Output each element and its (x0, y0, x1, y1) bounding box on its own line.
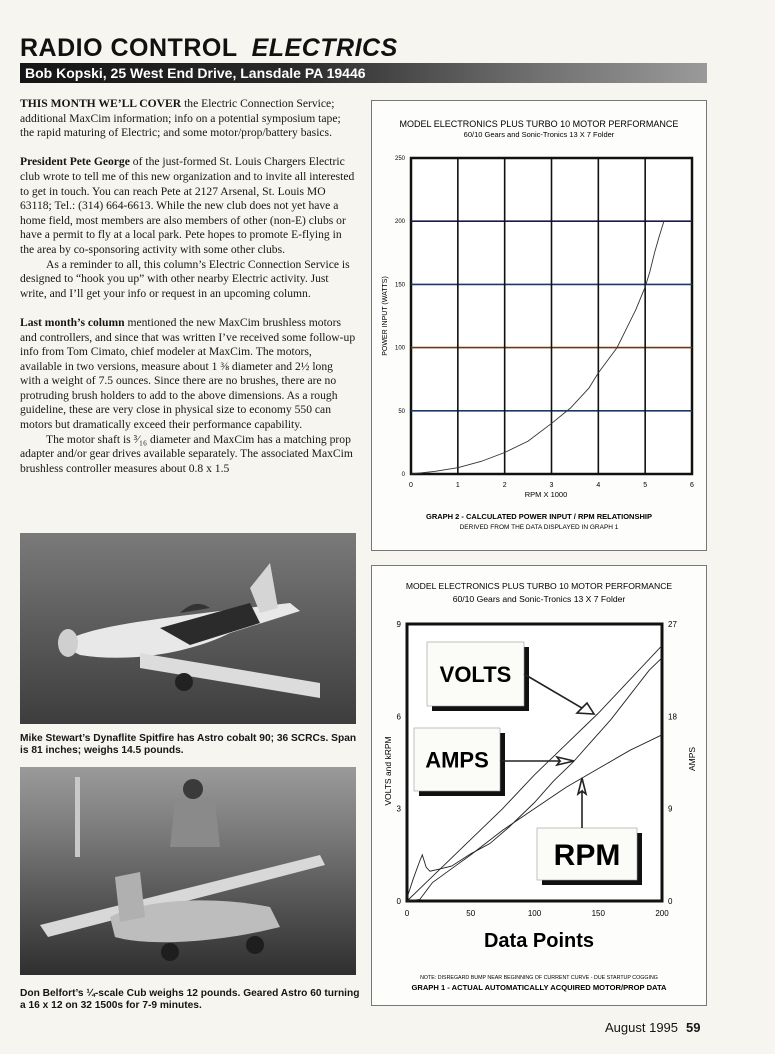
chart-title: MODEL ELECTRONICS PLUS TURBO 10 MOTOR PERFORMANCE (405, 581, 673, 591)
y-tick-label: 250 (394, 156, 405, 162)
lead-in: President Pete George (20, 155, 130, 169)
spitfire-photo (20, 533, 356, 724)
paragraph (20, 316, 356, 433)
y2-tick-label: 0 (668, 897, 673, 906)
paragraph (20, 97, 356, 141)
paragraph-text: the Electric Connection Service; additional MaxCim information; info on a potential symposium tape; the rapid maturing of Electric; and some motor/prop/battery basics. (20, 97, 341, 140)
y-tick-label: 150 (394, 282, 405, 289)
x-axis-label: RPM X 1000 (524, 490, 568, 499)
x-tick-label: 2 (502, 482, 507, 489)
y-tick-label: 200 (394, 219, 405, 226)
photo-caption: Don Belfort’s ¼-scale Cub weighs 12 pounds. Geared Astro 60 turning a 16 x 12 on 32 1500s for 7-9 minutes. (20, 988, 360, 1011)
x-tick-label: 0 (409, 482, 413, 489)
paragraph: As a reminder to all, this column’s Electric Connection Service is designed to “hook you up” with other nearby Electric activity. Just write, and I’ll get your info or request in an upcoming column. (20, 257, 350, 300)
x-tick-label: 6 (690, 482, 694, 489)
title-main: RADIO CONTROL (20, 34, 238, 62)
y-tick-label: 0 (396, 897, 401, 906)
chart-subtitle: 60/10 Gears and Sonic-Tronics 13 X 7 Folder (452, 594, 626, 604)
chart-caption: GRAPH 2 - CALCULATED POWER INPUT / RPM RELATIONSHIP (426, 512, 652, 521)
paragraph-text: mentioned the new MaxCim brushless motors and controllers, and since that was written I’ve received some follow-up info from Tom Cimato, chief modeler at MaxCim. The motors, available in two versions, measure about 1 ⅜ diameter and 2½ long with a weight of 7.5 ounces. Since there are no brushes, there are no protruding brush holders to add to the above dimensions. As a rough guideline, these are very close in physical size to economy 550 can motors but dramatically exceed their performance capability. (20, 315, 356, 432)
chart-note: NOTE: DISREGARD BUMP NEAR BEGINNING OF CURRENT CURVE - DUE STARTUP COGGING (420, 975, 658, 981)
x-tick-label: 150 (591, 909, 605, 918)
cub-photo (20, 767, 356, 975)
y2-tick-label: 18 (668, 712, 677, 722)
paragraph (20, 155, 356, 257)
y-tick-label: 3 (396, 804, 401, 814)
byline: Bob Kopski, 25 West End Drive, Lansdale PA 19446 (25, 65, 366, 81)
x-tick-label: 1 (455, 482, 460, 489)
article-column (20, 97, 356, 476)
x-axis-label: Data Points (483, 930, 595, 952)
graph-power-rpm (371, 100, 707, 551)
x-tick-label: 4 (596, 482, 601, 489)
graph-motor-data (371, 565, 707, 1006)
chart-caption: GRAPH 1 - ACTUAL AUTOMATICALLY ACQUIRED MOTOR/PROP DATA (411, 983, 667, 992)
chart-subtitle: 60/10 Gears and Sonic-Tronics 13 X 7 Folder (463, 130, 615, 139)
y-tick-label: 0 (401, 472, 405, 478)
power-rpm-chart (372, 101, 706, 550)
airplane-image (20, 533, 356, 724)
page-number: 59 (686, 1020, 701, 1035)
lead-in: THIS MONTH WE’LL COVER (20, 97, 182, 110)
column-title (20, 34, 398, 63)
y-axis-label: VOLTS and kRPM (383, 736, 393, 806)
issue-date: August 1995 (605, 1020, 679, 1035)
y2-tick-label: 27 (668, 620, 677, 629)
callout-label-rpm: RPM (553, 838, 621, 872)
title-emphasis: ELECTRICS (251, 34, 398, 62)
callout-label-amps: AMPS (425, 747, 489, 773)
y2-axis-label: AMPS (687, 746, 697, 772)
y-tick-label: 6 (396, 712, 401, 722)
byline-bar (20, 63, 707, 83)
photo-caption: Mike Stewart’s Dynaflite Spitfire has Astro cobalt 90; 36 SCRCs. Span is 81 inches; weighs 14.5 pounds. (20, 733, 357, 756)
x-tick-label: 50 (466, 909, 476, 918)
x-tick-label: 5 (643, 482, 648, 489)
y-tick-label: 9 (396, 620, 401, 629)
x-tick-label: 200 (655, 909, 669, 918)
airplane-image (20, 767, 356, 975)
x-tick-label: 100 (527, 909, 542, 918)
chart-caption-sub: DERIVED FROM THE DATA DISPLAYED IN GRAPH 1 (459, 524, 619, 531)
chart-title: MODEL ELECTRONICS PLUS TURBO 10 MOTOR PERFORMANCE (399, 119, 679, 129)
y-axis-label: POWER INPUT (WATTS) (382, 276, 389, 356)
callout-label-volts: VOLTS (439, 661, 512, 687)
x-tick-label: 0 (404, 909, 410, 918)
y2-tick-label: 9 (668, 804, 673, 814)
y-tick-label: 50 (398, 408, 405, 415)
paragraph: The motor shaft is ³⁄₁₆ diameter and MaxCim has a matching prop adapter and/or gear drives available separately. The associated MaxCim brushless controller measures about 0.8 x 1.5 (20, 432, 353, 475)
motor-data-chart (372, 566, 706, 1005)
paragraph-text: of the just-formed St. Louis Chargers Electric club wrote to tell me of this new organization and to invite all interested to get in touch. You can reach Pete at 2127 Arsenal, St. Louis MO 63118; Tel.: (314) 664-6613. While the new club does not yet have a home field, most members are also members of other (non-E) clubs or have a permit to fly at a local park. Pete hopes to promote E-flying in the area by co-sponsoring activity with some other clubs. (20, 155, 355, 256)
x-tick-label: 3 (549, 482, 554, 489)
page-footer (605, 1020, 700, 1035)
y-tick-label: 100 (394, 345, 405, 352)
lead-in: Last month’s column (20, 315, 125, 329)
